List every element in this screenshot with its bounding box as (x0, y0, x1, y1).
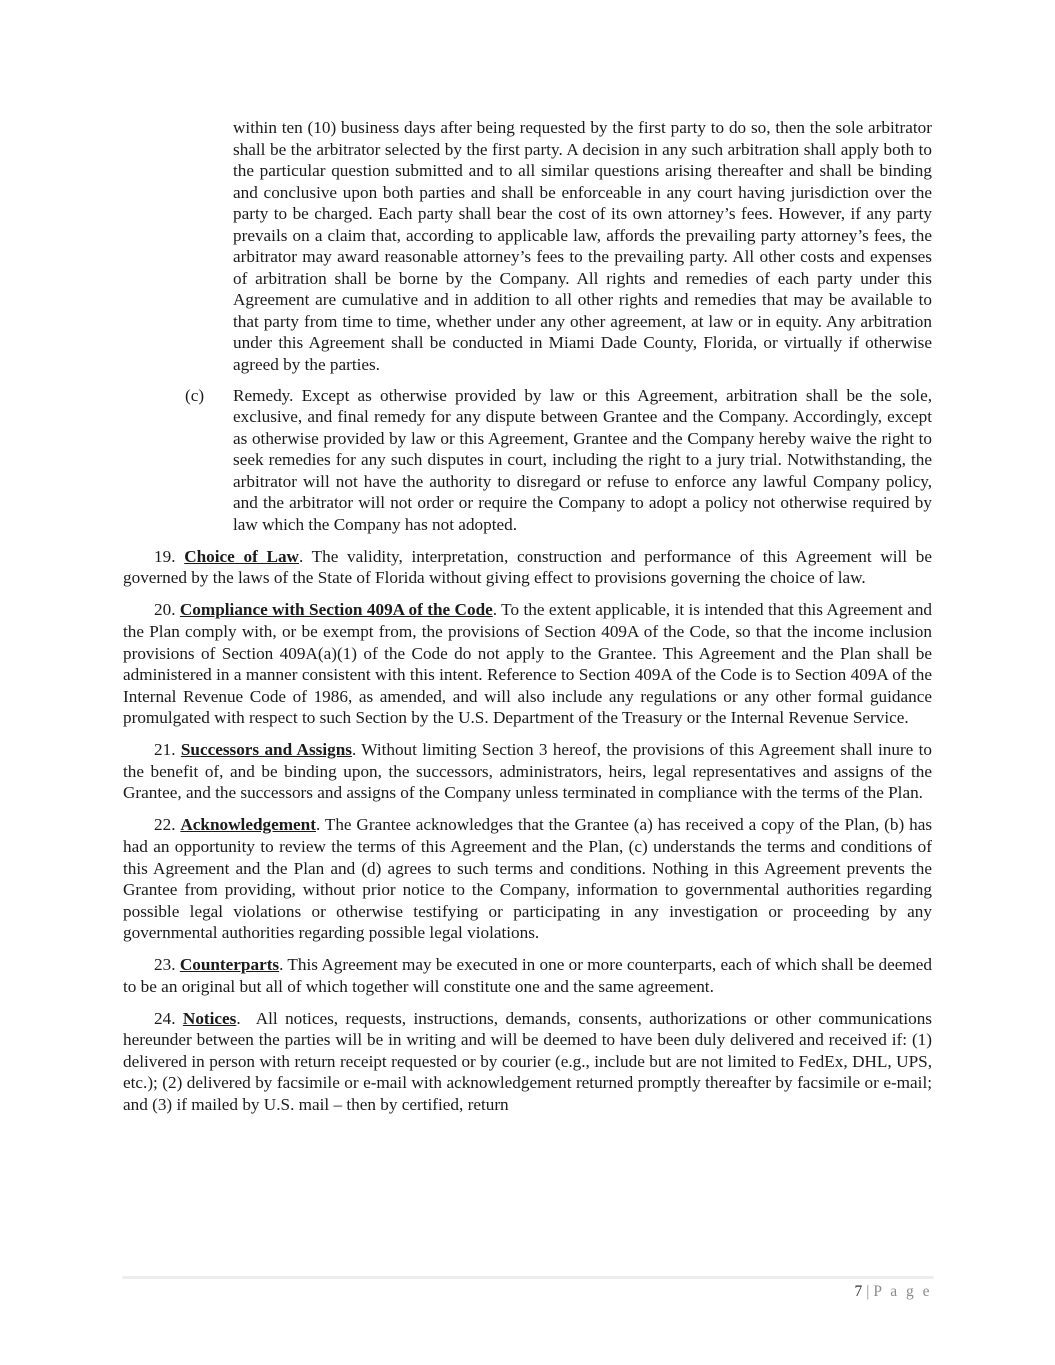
section-number: 21. (154, 740, 176, 760)
clause-c-marker: (c) (185, 385, 205, 405)
section-text: . The Grantee acknowledges that the Grantee (a) has received a copy of the Plan, (b) has had an opportunity to review the terms of this Agreement and the Plan, (c) understands the terms and conditions of this Agreement and the Plan and (d) agrees to such terms and conditions. Nothing in this Agreement prevents the Grantee from providing, without prior notice to the Company, information to governmental authorities regarding possible legal violations or otherwise testifying or participating in any investigation or proceeding by any governmental authorities regarding possible legal violations. (123, 815, 933, 943)
section-text: . The validity, interpretation, construction and performance of this Agreement will be governed by the laws of the State of Florida without giving effect to provisions governing the choice of law. (123, 546, 933, 588)
clause-c-paragraph (233, 385, 932, 536)
section-title: Compliance with Section 409A of the Code (179, 600, 493, 620)
clause-c-title: Remedy. (233, 385, 294, 405)
agreement-body (123, 117, 932, 1116)
section-number: 22. (154, 815, 176, 835)
section-text: . To the extent applicable, it is intended that this Agreement and the Plan comply with, or be exempt from, the provisions of Section 409A of the Code, so that the income inclusion provisions of Section 409A(a)(1) of the Code do not apply to the Grantee. This Agreement and the Plan shall be administered in a manner consistent with this intent. Reference to Section 409A of the Code is to Section 409A of the Internal Revenue Code of 1986, as amended, and will also include any regulations or any other formal guidance promulgated with respect to such Section by the U.S. Department of the Treasury or the Internal Revenue Service. (123, 600, 933, 728)
section-text: . Without limiting Section 3 hereof, the provisions of this Agreement shall inure to the benefit of, and be binding upon, the successors, administrators, heirs, legal representatives and assigns of the Grantee, and the successors and assigns of the Company unless terminated in compliance with the terms of the Plan. (123, 740, 933, 803)
section-title: Successors and Assigns (180, 740, 352, 760)
page-label: P a g e (873, 1283, 932, 1300)
clause-c-text: Except as otherwise provided by law or this Agreement, arbitration shall be the sole, exclusive, and final remedy for any dispute between Grantee and the Company. Accordingly, except as otherwise provided by law or this Agreement, Grantee and the Company hereby waive the right to seek remedies for any such disputes in court, including the right to a jury trial. Notwithstanding, the arbitrator will not have the authority to disregard or refuse to enforce any lawful Company policy, and the arbitrator will not order or require the Company to adopt a policy not otherwise required by law which the Company has not adopted. (233, 385, 933, 534)
clause-c (123, 385, 932, 536)
section-number: 19. (154, 546, 176, 566)
section-20-409a-compliance (123, 599, 932, 728)
page-footer (854, 1283, 932, 1301)
section-22-acknowledgement (123, 814, 932, 943)
section-24-notices (123, 1008, 932, 1116)
section-21-successors-assigns (123, 739, 932, 804)
continuation-paragraph: within ten (10) business days after being requested by the first party to do so, then the sole arbitrator shall be the arbitrator selected by the first party. A decision in any such arbitration shall apply both to the particular question submitted and to all similar questions arising thereafter and shall be binding and conclusive upon both parties and shall be enforceable in any court having jurisdiction over the party to be charged. Each party shall bear the cost of its own attorney’s fees. However, if any party prevails on a claim that, according to applicable law, affords the prevailing party attorney’s fees, the arbitrator may award reasonable attorney’s fees to the prevailing party. All other costs and expenses of arbitration shall be borne by the Company. All rights and remedies of each party under this Agreement are cumulative and in addition to all other rights and remedies that may be available to that party from time to time, whether under any other agreement, at law or in equity. Any arbitration under this Agreement shall be conducted in Miami Dade County, Florida, or virtually if otherwise agreed by the parties. (233, 118, 932, 375)
section-title: Notices (182, 1008, 237, 1028)
section-text: . All notices, requests, instructions, demands, consents, authorizations or other communications hereunder between the parties will be in writing and will be deemed to have been duly delivered and received if: (1) delivered in person with return receipt requested or by courier (e.g., include but are not limited to FedEx, DHL, UPS, etc.); (2) delivered by facsimile or e-mail with acknowledgement returned promptly thereafter by facsimile or e-mail; and (3) if mailed by U.S. mail – then by certified, return (123, 1008, 933, 1114)
section-number: 20. (154, 600, 176, 620)
section-23-counterparts (123, 954, 932, 997)
section-title: Choice of Law (184, 546, 299, 566)
page-number: 7 (854, 1283, 863, 1300)
section-19-choice-of-law (123, 546, 932, 589)
section-number: 23. (154, 955, 176, 975)
section-title: Acknowledgement (180, 815, 316, 835)
section-number: 24. (154, 1008, 176, 1028)
page-number-separator: | (866, 1283, 870, 1300)
section-text: . This Agreement may be executed in one or more counterparts, each of which shall be deemed to be an original but all of which together will constitute one and the same agreement. (123, 955, 933, 996)
footer-divider (122, 1276, 934, 1279)
section-title: Counterparts (179, 955, 280, 975)
